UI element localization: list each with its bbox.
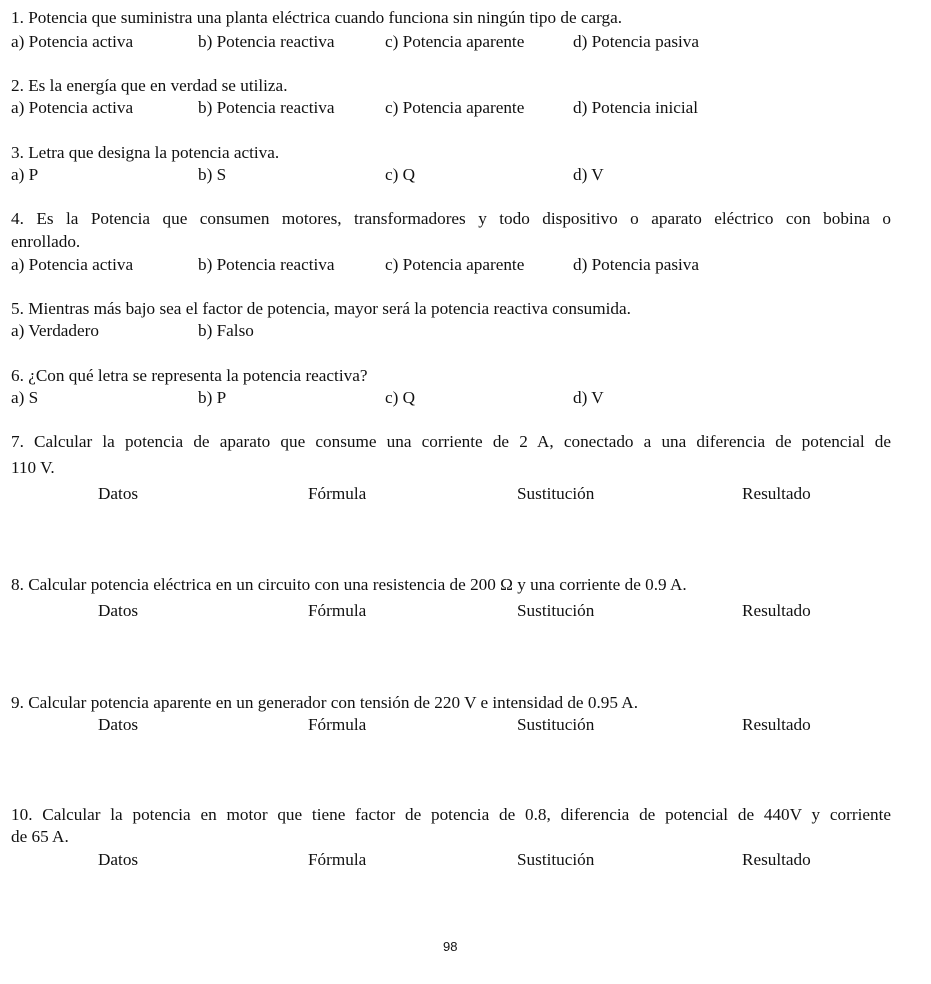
option-a: a) P bbox=[11, 165, 39, 184]
question-6-text: 6. ¿Con qué letra se representa la potencia reactiva? bbox=[11, 366, 368, 385]
header-resultado: Resultado bbox=[742, 715, 811, 734]
option-c: c) Potencia aparente bbox=[385, 32, 525, 51]
header-resultado: Resultado bbox=[742, 601, 811, 620]
option-a: a) Verdadero bbox=[11, 321, 99, 340]
question-4-text-line-2: enrollado. bbox=[11, 232, 81, 251]
question-4-text-line-1: 4. Es la Potencia que consumen motores, transformadores y todo dispositivo o aparato eléctrico con bobina o bbox=[11, 209, 891, 228]
question-3-text: 3. Letra que designa la potencia activa. bbox=[11, 143, 280, 162]
option-b: b) P bbox=[198, 388, 227, 407]
option-d: d) Potencia inicial bbox=[573, 98, 699, 117]
header-sustitucion: Sustitución bbox=[517, 601, 595, 620]
header-sustitucion: Sustitución bbox=[517, 715, 595, 734]
question-8-text: 8. Calcular potencia eléctrica en un circuito con una resistencia de 200 Ω y una corriente de 0.9 A. bbox=[11, 575, 687, 594]
question-2-text: 2. Es la energía que en verdad se utiliza. bbox=[11, 76, 288, 95]
header-datos: Datos bbox=[98, 601, 139, 620]
question-7-text-line-1: 7. Calcular la potencia de aparato que consume una corriente de 2 A, conectado a una diferencia de potencial de bbox=[11, 432, 891, 451]
option-a: a) Potencia activa bbox=[11, 255, 134, 274]
option-a: a) Potencia activa bbox=[11, 98, 134, 117]
page-number: 98 bbox=[443, 939, 458, 954]
option-d: d) V bbox=[573, 388, 604, 407]
header-resultado: Resultado bbox=[742, 850, 811, 869]
header-formula: Fórmula bbox=[308, 484, 367, 503]
header-datos: Datos bbox=[98, 850, 139, 869]
question-1-text: 1. Potencia que suministra una planta eléctrica cuando funciona sin ningún tipo de carga. bbox=[11, 8, 623, 27]
header-resultado: Resultado bbox=[742, 484, 811, 503]
option-c: c) Potencia aparente bbox=[385, 98, 525, 117]
header-datos: Datos bbox=[98, 484, 139, 503]
question-10-text-line-1: 10. Calcular la potencia en motor que tiene factor de potencia de 0.8, diferencia de potencial de 440V y corriente bbox=[11, 805, 891, 824]
header-datos: Datos bbox=[98, 715, 139, 734]
option-b: b) Potencia reactiva bbox=[198, 255, 335, 274]
option-b: b) Falso bbox=[198, 321, 254, 340]
option-c: c) Q bbox=[385, 165, 416, 184]
option-c: c) Potencia aparente bbox=[385, 255, 525, 274]
option-d: d) V bbox=[573, 165, 604, 184]
option-c: c) Q bbox=[385, 388, 416, 407]
option-d: d) Potencia pasiva bbox=[573, 32, 700, 51]
question-9-text: 9. Calcular potencia aparente en un generador con tensión de 220 V e intensidad de 0.95 A. bbox=[11, 693, 638, 712]
option-b: b) S bbox=[198, 165, 227, 184]
option-a: a) Potencia activa bbox=[11, 32, 134, 51]
header-sustitucion: Sustitución bbox=[517, 484, 595, 503]
option-a: a) S bbox=[11, 388, 39, 407]
option-d: d) Potencia pasiva bbox=[573, 255, 700, 274]
option-b: b) Potencia reactiva bbox=[198, 32, 335, 51]
question-10-text-line-2: de 65 A. bbox=[11, 827, 69, 846]
header-sustitucion: Sustitución bbox=[517, 850, 595, 869]
header-formula: Fórmula bbox=[308, 601, 367, 620]
question-7-text-line-2: 110 V. bbox=[11, 458, 55, 477]
header-formula: Fórmula bbox=[308, 715, 367, 734]
option-b: b) Potencia reactiva bbox=[198, 98, 335, 117]
question-5-text: 5. Mientras más bajo sea el factor de potencia, mayor será la potencia reactiva consumida. bbox=[11, 299, 631, 318]
header-formula: Fórmula bbox=[308, 850, 367, 869]
